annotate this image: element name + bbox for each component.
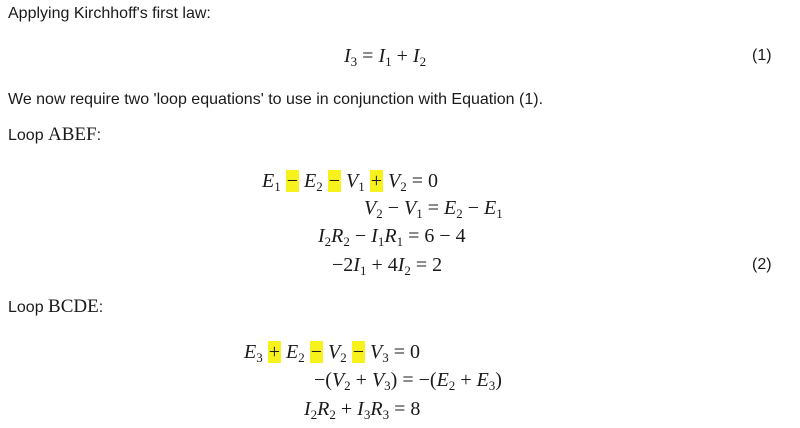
equation-1-number: (1)	[752, 47, 772, 64]
intro-text: Applying Kirchhoff's first law:	[8, 5, 211, 22]
bcde-equation-line-1: $E_3 + E_2 - V_2 - V_3 = 0$	[244, 341, 420, 365]
abef-equation-line-1: $E_1 - E_2 - V_1 + V_2 = 0$	[262, 170, 438, 194]
equation-1: $I_3 = I_1 + I_2$	[344, 45, 427, 69]
abef-equation-line-3: $I_2R_2 - I_1R_1 = 6 - 4$	[318, 225, 466, 249]
loop-intro-text: We now require two 'loop equations' to use in conjunction with Equation (1).	[8, 91, 544, 108]
loop-abef-heading: Loop ABEF:	[8, 124, 102, 145]
bcde-equation-line-2: $-(V_2 + V_3) = -(E_2 + E_3)$	[314, 369, 502, 393]
abef-equation-line-4: $-2I_1 + 4I_2 = 2$	[332, 254, 443, 278]
equation-2-number: (2)	[752, 256, 772, 273]
abef-equation-line-2: $V_2 - V_1 = E_2 - E_1$	[364, 197, 503, 221]
loop-bcde-heading: Loop BCDE:	[8, 296, 104, 317]
bcde-equation-line-3: $I_2R_2 + I_3R_3 = 8$	[304, 398, 421, 422]
